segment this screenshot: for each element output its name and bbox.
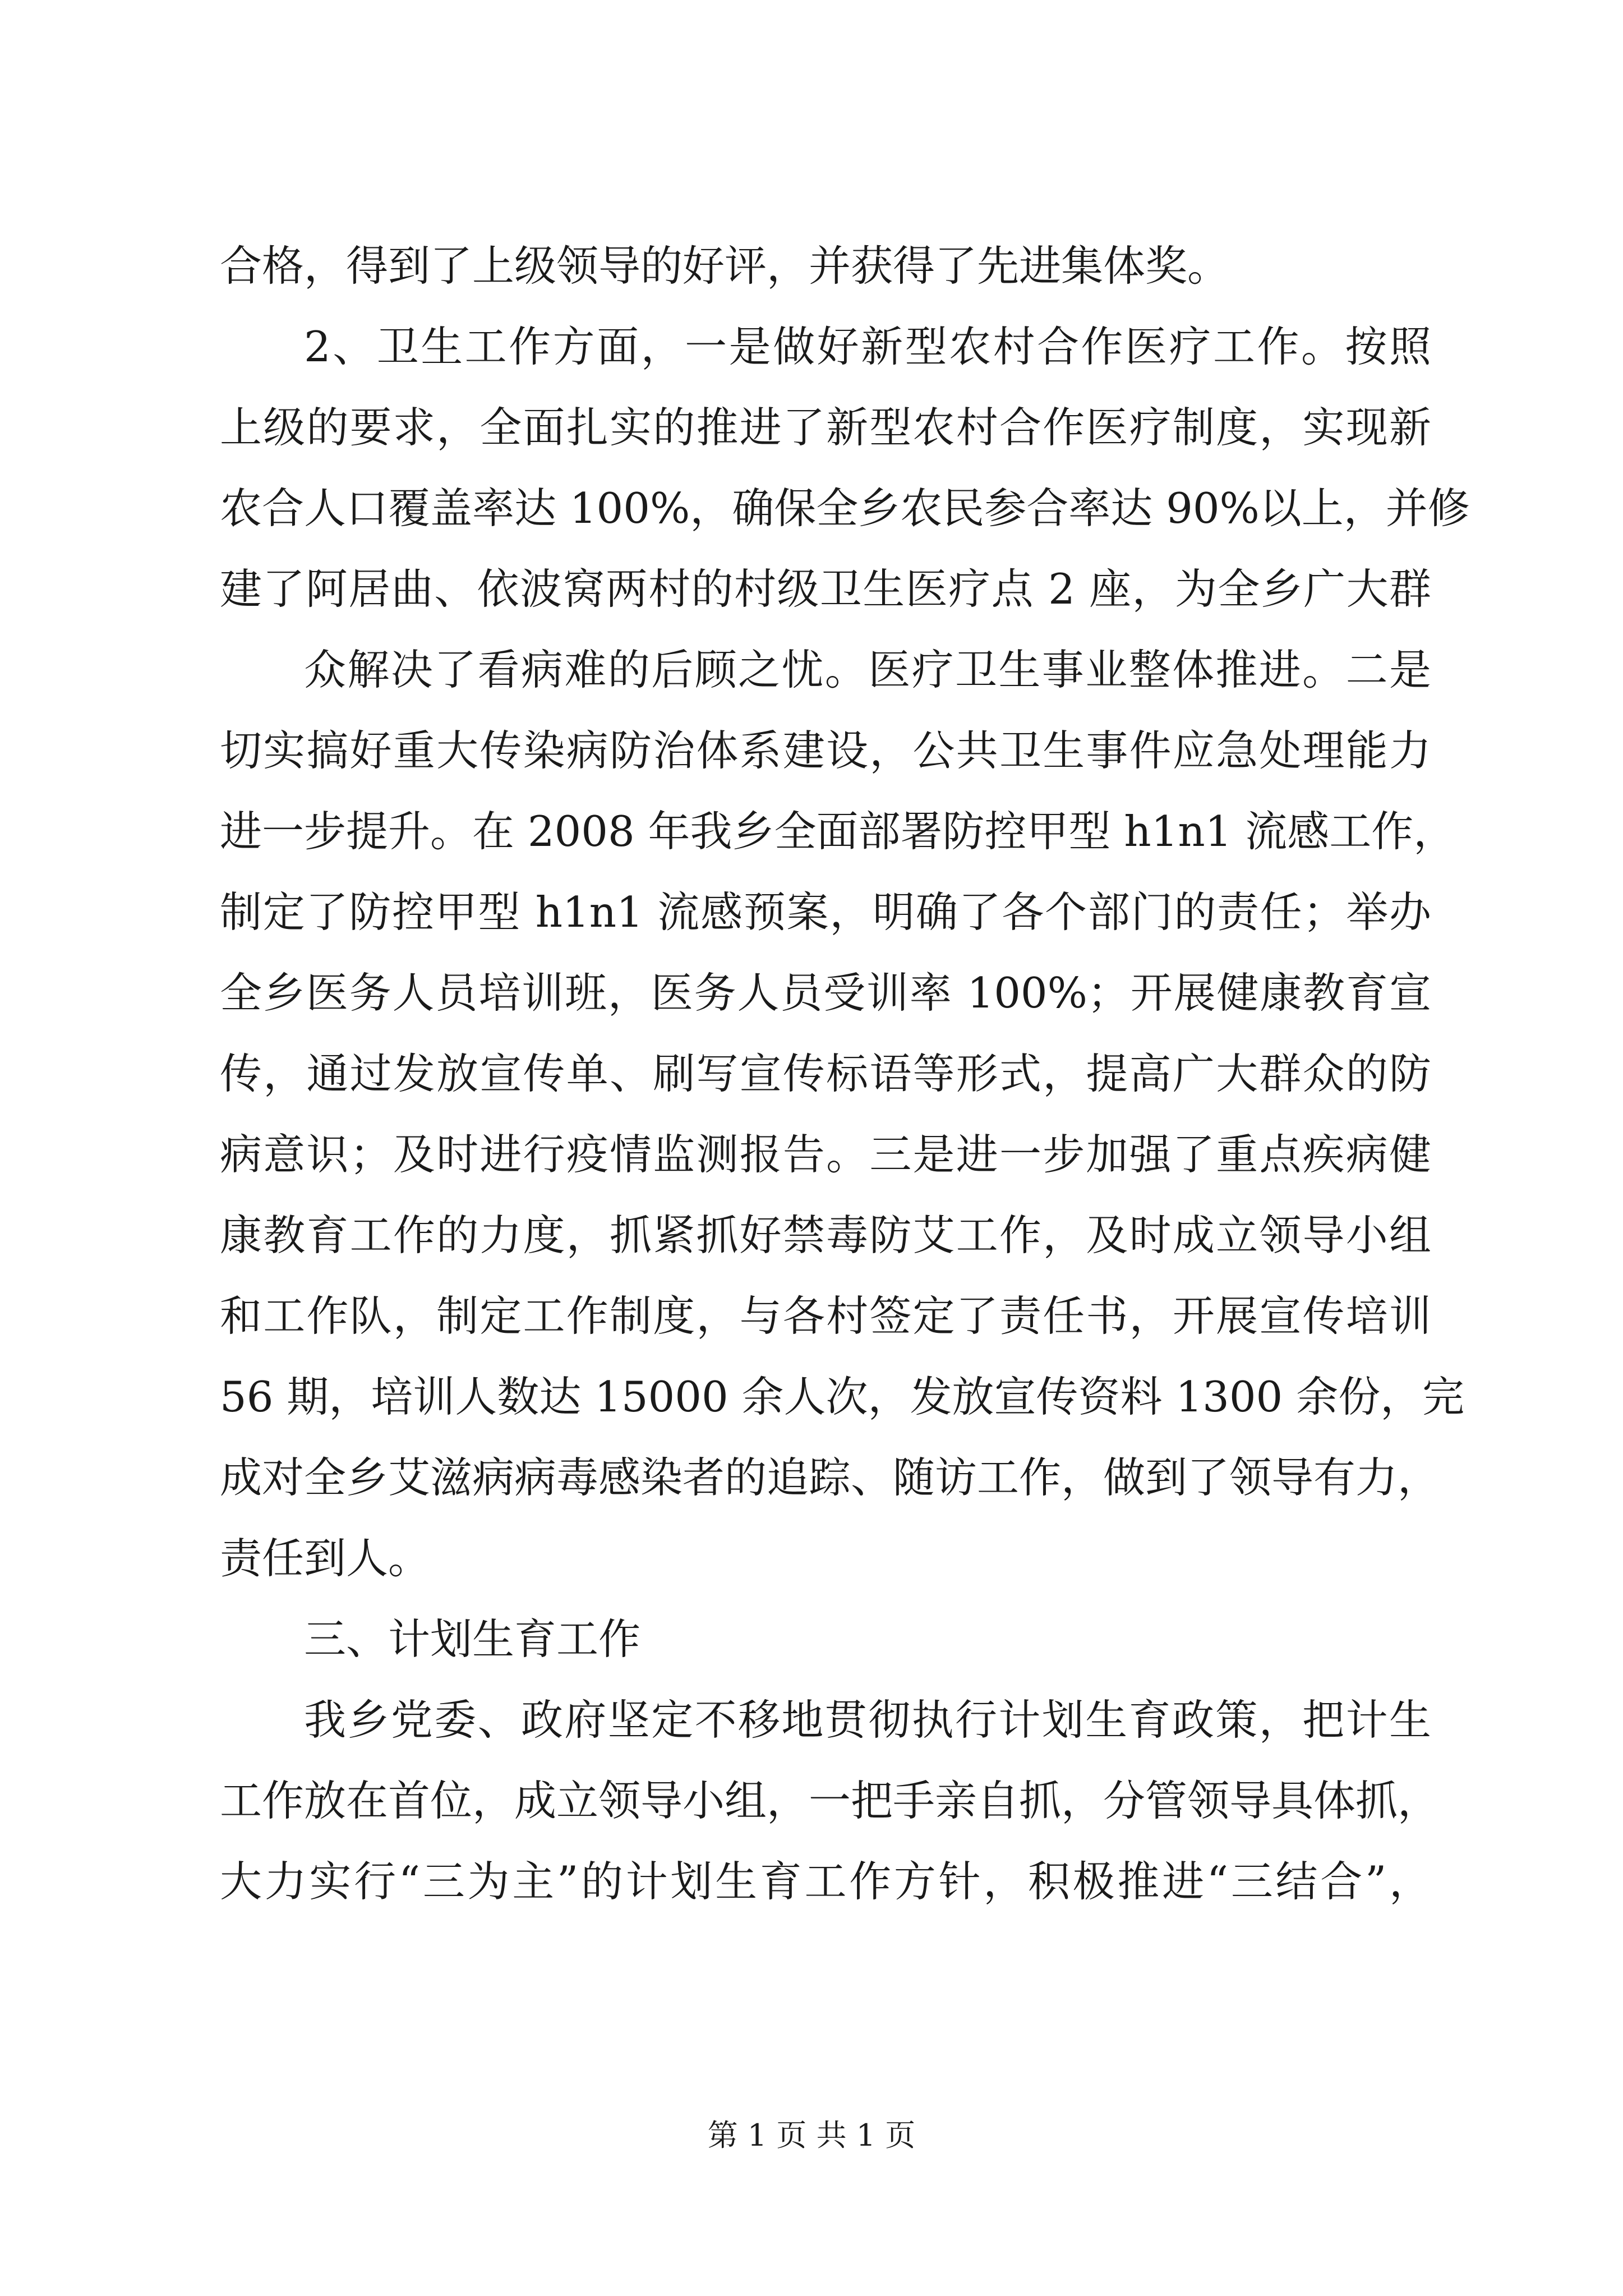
page-number: 第 1 页 共 1 页	[707, 2118, 916, 2153]
text-line: 2、卫生工作方面，一是做好新型农村合作医疗工作。按照	[304, 322, 1431, 371]
page-footer	[0, 2116, 1623, 2155]
text-line: 传，通过发放宣传单、刷写宣传标语等形式，提高广大群众的防	[220, 1049, 1431, 1098]
text-line: 我乡党委、政府坚定不移地贯彻执行计划生育政策，把计生	[304, 1695, 1431, 1745]
document-body	[220, 226, 1470, 1922]
text-line: 康教育工作的力度，抓紧抓好禁毒防艾工作，及时成立领导小组	[220, 1211, 1431, 1260]
text-line: 众解决了看病难的后顾之忧。医疗卫生事业整体推进。二是	[304, 645, 1431, 694]
text-line: 农合人口覆盖率达 100%，确保全乡农民参合率达 90%以上，并修	[220, 484, 1470, 533]
text-line: 切实搞好重大传染病防治体系建设，公共卫生事件应急处理能力	[220, 726, 1431, 775]
text-line: 56 期，培训人数达 15000 余人次，发放宣传资料 1300 余份，完	[220, 1372, 1465, 1421]
text-line: 建了阿居曲、依波窝两村的村级卫生医疗点 2 座，为全乡广大群	[220, 564, 1431, 614]
text-line: 成对全乡艾滋病病毒感染者的追踪、随访工作，做到了领导有力，	[220, 1453, 1440, 1502]
text-line: 制定了防控甲型 h1n1 流感预案，明确了各个部门的责任；举办	[220, 887, 1431, 937]
text-line: 上级的要求，全面扎实的推进了新型农村合作医疗制度，实现新	[220, 403, 1431, 452]
section-heading: 三、计划生育工作	[304, 1614, 641, 1664]
text-line: 大力实行“三为主”的计划生育工作方针，积极推进“三结合”，	[220, 1857, 1431, 1906]
text-line: 进一步提升。在 2008 年我乡全面部署防控甲型 h1n1 流感工作，	[220, 807, 1456, 856]
text-line: 全乡医务人员培训班，医务人员受训率 100%；开展健康教育宣	[220, 968, 1431, 1018]
text-line: 工作放在首位，成立领导小组，一把手亲自抓，分管领导具体抓，	[220, 1776, 1440, 1825]
text-line: 合格，得到了上级领导的好评，并获得了先进集体奖。	[220, 241, 1230, 291]
text-line: 和工作队，制定工作制度，与各村签定了责任书，开展宣传培训	[220, 1291, 1431, 1341]
text-line: 病意识；及时进行疫情监测报告。三是进一步加强了重点疾病健	[220, 1130, 1431, 1179]
text-line: 责任到人。	[220, 1534, 431, 1583]
